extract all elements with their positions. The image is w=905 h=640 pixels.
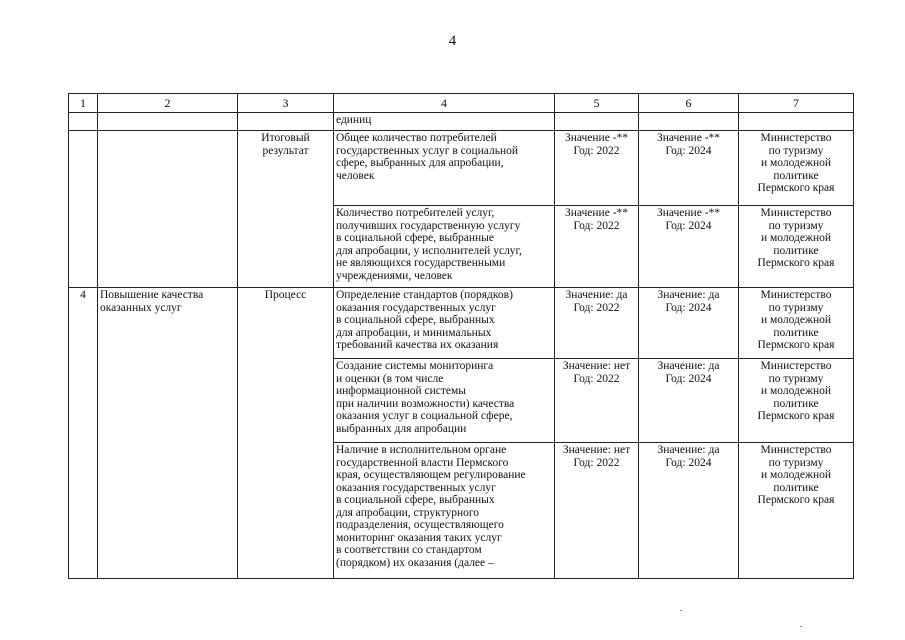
cell-responsible: Министерство по туризму и молодежной политике Пермского края [739, 359, 854, 443]
header-col-4: 4 [334, 94, 555, 113]
cell-task: Повышение качества оказанных услуг [98, 288, 238, 579]
indicators-table [68, 93, 854, 579]
header-col-3: 3 [238, 94, 334, 113]
cell-indicator: Наличие в исполнительном органе государственной власти Пермского края, осуществляющем регулирование оказания государственных услуг в социальной сфере, выбранных для апробации, структурного подразделения, осуществляющего мониторинг оказания таких услуг в соответствии со стандартом (порядком) их оказания (далее – [334, 443, 555, 579]
header-col-7: 7 [739, 94, 854, 113]
cell-responsible [739, 113, 854, 131]
cell-responsible: Министерство по туризму и молодежной политике Пермского края [739, 206, 854, 288]
header-col-1: 1 [69, 94, 98, 113]
cell-number [69, 131, 98, 288]
header-col-6: 6 [639, 94, 739, 113]
cell-value-base: Значение: нет Год: 2022 [555, 443, 639, 579]
cell-value-base: Значение -** Год: 2022 [555, 206, 639, 288]
cell-value-target: Значение: да Год: 2024 [639, 443, 739, 579]
cell-indicator: Количество потребителей услуг, получивших государственную услугу в социальной сфере, выбранные для апробации, у исполнителей услуг, не являющихся государственными учреждениями, человек [334, 206, 555, 288]
cell-value-target: Значение -** Год: 2024 [639, 206, 739, 288]
cell-value-base: Значение: да Год: 2022 [555, 288, 639, 359]
cell-type: Процесс [238, 288, 334, 579]
cell-value-base [555, 113, 639, 131]
cell-value-target: Значение: да Год: 2024 [639, 288, 739, 359]
table-row [69, 131, 854, 206]
cell-indicator: Создание системы мониторинга и оценки (в том числе информационной системы при наличии возможности) качества оказания услуг в социальной сфере, выбранных для апробации [334, 359, 555, 443]
table-row [69, 113, 854, 131]
table-row [69, 288, 854, 359]
cell-task [98, 131, 238, 288]
header-row [69, 94, 854, 113]
cell-value-base: Значение: нет Год: 2022 [555, 359, 639, 443]
cell-value-target: Значение: да Год: 2024 [639, 359, 739, 443]
cell-type: Итоговый результат [238, 131, 334, 288]
page-number: 4 [448, 33, 457, 49]
scan-speck [800, 626, 802, 627]
header-col-5: 5 [555, 94, 639, 113]
scan-speck [680, 610, 682, 611]
cell-value-target [639, 113, 739, 131]
cell-number: 4 [69, 288, 98, 579]
cell-indicator: Общее количество потребителей государственных услуг в социальной сфере, выбранных для апробации, человек [334, 131, 555, 206]
cell-responsible: Министерство по туризму и молодежной политике Пермского края [739, 131, 854, 206]
cell-type [238, 113, 334, 131]
cell-responsible: Министерство по туризму и молодежной политике Пермского края [739, 443, 854, 579]
cell-indicator: единиц [334, 113, 555, 131]
cell-task [98, 113, 238, 131]
cell-responsible: Министерство по туризму и молодежной политике Пермского края [739, 288, 854, 359]
cell-number [69, 113, 98, 131]
header-col-2: 2 [98, 94, 238, 113]
cell-value-base: Значение -** Год: 2022 [555, 131, 639, 206]
cell-value-target: Значение -** Год: 2024 [639, 131, 739, 206]
cell-indicator: Определение стандартов (порядков) оказания государственных услуг в социальной сфере, выбранных для апробации, и минимальных требований качества их оказания [334, 288, 555, 359]
